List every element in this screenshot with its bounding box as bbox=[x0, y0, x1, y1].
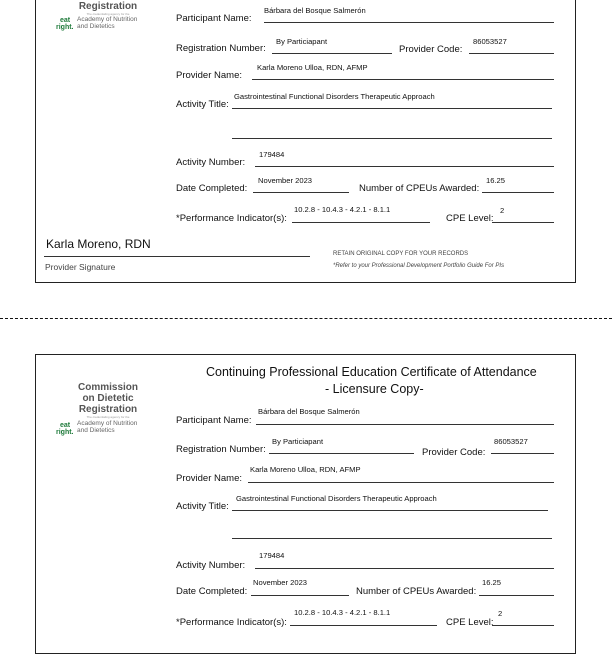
activity-title-line-2 bbox=[232, 538, 552, 539]
cpeu-awarded-line bbox=[482, 192, 554, 193]
participant-name-label: Participant Name: bbox=[176, 415, 252, 426]
performance-indicator-line bbox=[292, 222, 430, 223]
cdr-logo bbox=[42, 382, 174, 436]
provider-code-label: Provider Code: bbox=[422, 447, 486, 458]
cpe-level-value: 2 bbox=[498, 609, 503, 618]
performance-indicator-label: *Performance Indicator(s): bbox=[176, 213, 287, 224]
performance-indicator-line bbox=[290, 625, 437, 626]
logo-tagline: The credentialing agency for the bbox=[86, 12, 130, 16]
provider-signature-line bbox=[44, 256, 310, 257]
certificate-provider-copy bbox=[35, 0, 576, 283]
participant-name-value: Bárbara del Bosque Salmerón bbox=[264, 6, 366, 15]
activity-number-line bbox=[255, 166, 554, 167]
activity-number-label: Activity Number: bbox=[176, 157, 246, 168]
registration-number-value: By Particiapant bbox=[276, 37, 328, 46]
certificate-subtitle: - Licensure Copy- bbox=[325, 382, 424, 396]
logo-registration-text: Registration bbox=[78, 404, 138, 415]
registration-number-label: Registration Number: bbox=[176, 444, 266, 455]
academy-line1: Academy of Nutrition bbox=[77, 420, 138, 427]
cpe-level-label: CPE Level: bbox=[446, 617, 494, 628]
provider-code-label: Provider Code: bbox=[399, 44, 463, 55]
activity-number-value: 179484 bbox=[259, 150, 285, 159]
activity-number-line bbox=[255, 568, 554, 569]
provider-signature-label: Provider Signature bbox=[45, 262, 116, 272]
provider-name-line bbox=[248, 482, 554, 483]
eat-right-logo bbox=[56, 17, 74, 31]
logo-dietetic-text: on Dietetic bbox=[82, 393, 134, 404]
date-completed-line bbox=[253, 192, 349, 193]
date-completed-value: November 2023 bbox=[258, 176, 313, 185]
cpeu-awarded-value: 16.25 bbox=[486, 176, 506, 185]
cpeu-awarded-line bbox=[479, 595, 554, 596]
registration-number-line bbox=[269, 453, 414, 454]
provider-code-value: 86053527 bbox=[494, 437, 528, 446]
cpeu-awarded-value: 16.25 bbox=[482, 578, 502, 587]
provider-code-line bbox=[469, 53, 554, 54]
eat-right-logo bbox=[56, 422, 74, 436]
date-completed-label: Date Completed: bbox=[176, 183, 248, 194]
academy-line1: Academy of Nutrition bbox=[77, 16, 138, 23]
academy-line2: and Dietetics bbox=[77, 23, 115, 30]
activity-title-value: Gastrointestinal Functional Disorders Therapeutic Approach bbox=[234, 92, 435, 101]
activity-title-line-1 bbox=[232, 108, 552, 109]
logo-eat-text: eat bbox=[60, 422, 71, 429]
cpeu-awarded-label: Number of CPEUs Awarded: bbox=[356, 586, 477, 597]
provider-name-value: Karla Moreno Ulloa, RDN, AFMP bbox=[257, 63, 368, 72]
cdr-logo bbox=[42, 1, 174, 31]
activity-title-line-2 bbox=[232, 138, 552, 139]
registration-number-label: Registration Number: bbox=[176, 43, 266, 54]
performance-indicator-label: *Performance Indicator(s): bbox=[176, 617, 287, 628]
logo-right-text: right. bbox=[56, 24, 74, 31]
cpe-level-line bbox=[492, 222, 554, 223]
participant-name-label: Participant Name: bbox=[176, 13, 252, 24]
logo-commission-text: Commission bbox=[77, 382, 138, 393]
provider-name-value: Karla Moreno Ulloa, RDN, AFMP bbox=[250, 465, 361, 474]
registration-number-line bbox=[272, 53, 392, 54]
performance-indicator-value: 10.2.8 - 10.4.3 - 4.2.1 - 8.1.1 bbox=[294, 608, 391, 617]
activity-title-label: Activity Title: bbox=[176, 501, 229, 512]
dashed-cut-line bbox=[0, 318, 612, 319]
provider-code-line bbox=[491, 453, 554, 454]
logo-right-text: right. bbox=[56, 429, 74, 436]
academy-logo-text bbox=[77, 16, 137, 30]
provider-code-value: 86053527 bbox=[473, 37, 507, 46]
cpe-level-label: CPE Level: bbox=[446, 213, 494, 224]
activity-title-label: Activity Title: bbox=[176, 99, 229, 110]
cpe-level-line bbox=[492, 625, 554, 626]
performance-indicator-value: 10.2.8 - 10.4.3 - 4.2.1 - 8.1.1 bbox=[294, 205, 391, 214]
logo-registration-text: Registration bbox=[78, 1, 138, 12]
activity-number-label: Activity Number: bbox=[176, 560, 246, 571]
retain-copy-note: RETAIN ORIGINAL COPY FOR YOUR RECORDS bbox=[333, 251, 469, 257]
date-completed-value: November 2023 bbox=[253, 578, 308, 587]
activity-number-value: 179484 bbox=[259, 551, 285, 560]
participant-name-value: Bárbara del Bosque Salmerón bbox=[258, 407, 360, 416]
academy-line2: and Dietetics bbox=[77, 427, 115, 434]
activity-title-line-1 bbox=[232, 510, 548, 511]
date-completed-label: Date Completed: bbox=[176, 586, 248, 597]
participant-name-line bbox=[264, 22, 554, 23]
cpe-level-value: 2 bbox=[500, 206, 505, 215]
registration-number-value: By Particiapant bbox=[272, 437, 324, 446]
activity-title-value: Gastrointestinal Functional Disorders Therapeutic Approach bbox=[236, 494, 437, 503]
provider-name-label: Provider Name: bbox=[176, 473, 242, 484]
portfolio-guide-note: *Refer to your Professional Development Portfolio Guide For PIs bbox=[333, 263, 505, 269]
certificate-title: Continuing Professional Education Certificate of Attendance bbox=[206, 365, 537, 379]
cpeu-awarded-label: Number of CPEUs Awarded: bbox=[359, 183, 480, 194]
participant-name-line bbox=[256, 424, 554, 425]
provider-name-label: Provider Name: bbox=[176, 70, 242, 81]
provider-signature-name: Karla Moreno, RDN bbox=[46, 237, 151, 251]
logo-eat-text: eat bbox=[60, 17, 71, 24]
academy-logo-text bbox=[77, 420, 137, 434]
provider-name-line bbox=[252, 79, 554, 80]
logo-tagline: The credentialing agency for the bbox=[86, 415, 130, 419]
certificate-licensure-copy bbox=[35, 354, 576, 654]
date-completed-line bbox=[251, 595, 349, 596]
